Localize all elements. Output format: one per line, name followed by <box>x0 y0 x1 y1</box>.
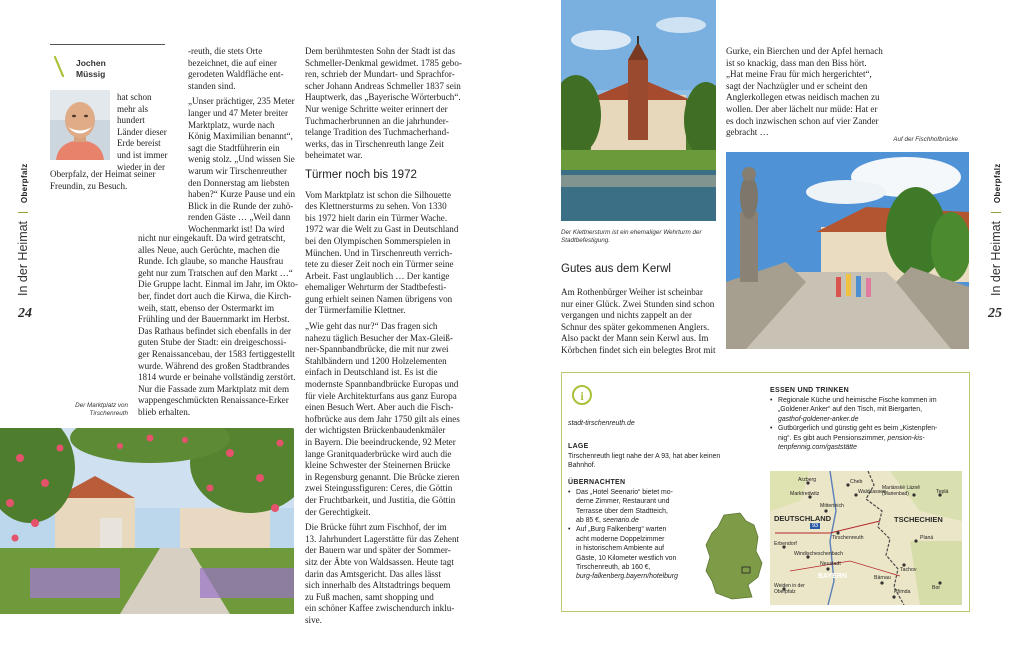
region-map <box>770 471 962 605</box>
info-hotel-1: • Das „Hotel Seenario“ bietet mo- derne Zimmer, Restaurant und Terrasse über dem Stadtteich, ab 85 €, seenario.de <box>568 488 686 526</box>
article-kerwl: Am Rothenbürger Weiher ist scheinbar nur einer Glück. Zwei Stunden sind schon vergangen und nichts zappelt an der Schnur des später gekommenen Anglers. Also packt der Mann sein Kerwl aus. Im Körbchen findet sich ein belegtes Brot mit <box>561 287 716 355</box>
section-tab-main: In der Heimat <box>989 220 1003 296</box>
info-hotel-2: • Auf „Burg Falkenberg“ warten acht moderne Doppelzimmer in historischem Ambiente auf Gäste, 10 Kilometer westlich von Tirschenreuth, ab 160 €, burg-falkenberg.bayern/hotelburg <box>568 525 698 581</box>
info-box <box>561 372 970 612</box>
hotel-1-link[interactable]: seenario.de <box>602 517 639 525</box>
map-place: Planá <box>920 535 934 541</box>
photo-klettnersturm <box>561 0 716 221</box>
caption-fischhofbruecke: Auf der Fischhofbrücke <box>893 136 958 143</box>
section-tab-divider <box>991 212 1001 213</box>
article-col1-wide: nicht nur eingekauft. Da wird getratscht, alles Neue, auch Gerüchte, machen die Runde. Ich glaube, so manche Hausfrau geht nur zum Tratschen auf den Markt …“ Die Gruppe lacht. Einmal im Jahr, im Okto- ber, findet dort auch die Kirwa, die Kirch- weih, statt, ebenso der Ostermarkt im Frühling und der Bauernmarkt im Herbst. Das Rathaus befindet sich ebenfalls in der guten Stube der Stadt: ein dreigeschossi- ger Renaissancebau, der 1583 fertiggestellt wurde. Während des großen Stadtbrandes 1814 wurde er beinahe vollständig zerstört. Nur die Fassade zum Marktplatz mit dem wappengeschmückten Renaissance-Erker blieb erhalten. <box>138 233 299 417</box>
info-lage-heading: LAGE <box>568 443 589 450</box>
essen-1-link[interactable]: gasthof-goldener-anker.de <box>778 415 859 423</box>
section-tab-right <box>987 163 1005 296</box>
info-lage-text: Tirschenreuth liegt nahe der A 93, hat aber keinen Bahnhof. <box>568 453 721 470</box>
heading-tuermer: Türmer noch bis 1972 <box>305 168 417 181</box>
caption-klettnersturm: Der Klettnersturm ist ein ehemaliger Wehrturm der Stadtbefestigung. <box>561 229 702 245</box>
map-place: Teplá <box>936 489 949 495</box>
map-place: Waldsassen <box>858 489 887 495</box>
map-place: Tirschenreuth <box>832 535 864 541</box>
info-essen-1: • Regionale Küche und heimische Fische kommen im „Goldener Anker“ auf den Tisch, mit Biergarten, gasthof-goldener-anker.de <box>770 396 965 424</box>
section-tab-left <box>14 163 32 296</box>
page-number-left: 24 <box>18 306 32 321</box>
info-essen-heading: ESSEN UND TRINKEN <box>770 387 849 394</box>
map-place: Bärnau <box>874 575 891 581</box>
map-place: Mariánské Lázně (Marienbad) <box>882 485 921 497</box>
germany-locator-map <box>702 511 768 601</box>
map-label-by: BAYERN <box>818 573 847 580</box>
map-place: Weiden in der Oberpfalz <box>774 583 805 595</box>
page-number-right: 25 <box>988 306 1002 321</box>
map-place: Windischeschenbach <box>794 551 844 557</box>
info-website[interactable]: stadt-tirschenreuth.de <box>568 420 635 427</box>
map-place: Arzberg <box>798 477 817 483</box>
map-highway-sign: 93 <box>812 523 819 529</box>
photo-marktplatz <box>0 428 294 614</box>
map-place: Marktredwitz <box>790 491 820 497</box>
photo-fischhofbruecke <box>726 152 969 349</box>
map-place: Mitterteich <box>820 503 844 509</box>
map-place: Neustadt <box>820 561 841 567</box>
caption-marktplatz: Der Marktplatz von Tirschenreuth <box>75 402 128 418</box>
pencil-icon <box>52 56 66 78</box>
hotel-2-link[interactable]: burg-falkenberg.bayern/hotelburg <box>576 573 678 581</box>
info-uebernachten-heading: ÜBERNACHTEN <box>568 478 626 486</box>
section-tab-divider <box>18 212 28 213</box>
map-label-de: DEUTSCHLAND <box>774 514 832 523</box>
article-col3-top: Gurke, ein Bierchen und der Apfel hernach ist so knackig, dass man den Biss hört. „Hat meine Frau für mich hergerichtet“, sagt der Nachzügler und er scheint den Anglerkollegen etwas neidisch machen zu wollen. Der aber lächelt nur müde: Hat er es doch inzwischen schon auf vier Zander gebracht … <box>726 46 883 138</box>
author-bio: hat schon mehr als hundert Länder dieser Erde bereist und ist immer wieder in der <box>117 92 168 172</box>
section-tab-sub: Oberpfalz <box>20 163 29 204</box>
author-name: Jochen Müssig <box>76 58 106 79</box>
article-col2: Dem berühmtesten Sohn der Stadt ist das Schmeller-Denkmal gewidmet. 1785 gebo- ren, schrieb der Mundart- und Sprachfor- scher Johann Andreas Schmeller 1837 sein Hauptwerk, das „Bayerische Wörterbuch“. Nur wenige Schritte weiter erinnert der Tuchmacherbrunnen an die jahrhunder- telange Tradition des Tuchmacherhand- werks, das in Tirschenreuth lange Zeit beheimatet war. Türmer noch bis 1972 Vom Marktplatz ist schon die Silhouette des Klettnersturms zu sehen. Von 1330 bis 1972 hielt darin ein Türmer Wache. 1972 war die Welt zu Gast in Deutschland bei den Olympischen Sommerspielen in München. Und in Tirschenreuth verrich- tete zu dieser Zeit noch ein Türmer seine Arbeit. Fast unglaublich … Der kantige ehemaliger Wehrturm der Stadtbefesti- gung erhielt seinen Namen übrigens von der Türmerfamilie Klettner. „Wie geht das nur?“ Das fragen sich nahezu täglich Besucher der Max-Gleiß- ner-Spannbandbrücke, die mit nur zwei Stahlbändern und 1200 Holzelementen einfach in Deutschland ist. Es ist die modernste Spannbandbrücke Europas und für viele Architekturfans aus ganz Europa einen Besuch Wert. Aber auch die Fisch- hofbrücke aus dem Jahr 1750 gilt als eines der wichtigsten Brückenbaudenkmäler in Bayern. Die beeindruckende, 92 Meter lange Granitquaderbrücke wird auch die kleine Schwester der Steinernen Brücke in Regensburg genannt. Die Brücke zieren zwei Steingussfiguren: Ceres, die Göttin der Fruchtbarkeit, und Justitia, die Göttin der Gerechtigkeit. Die Brücke führt zum Fischhof, der im 13. Jahrhundert Lagerstätte für das Zehent der Bauern war und später der Sommer- sitz der Äbte von Waldsassen. Heute tagt darin das Amtsgericht. Das alles lässt sich innerhalb des Altstadtrings bequem zu Fuß machen, samt shopping und ein schöner Kaffee zwischendurch inklu- sive. <box>305 46 462 625</box>
essen-2-link-a[interactable]: pension-kis- <box>887 434 925 442</box>
info-essen-2: • Gutbürgerlich und günstig geht es beim „Kistenpfen- nig“. Es gibt auch Pensionszimmer, pension-kis- tenpfennig.com/gaststätte <box>770 424 965 452</box>
map-place: Erbendorf <box>774 541 797 547</box>
map-place: Tachov <box>900 567 917 573</box>
article-col1-top: -reuth, die stets Orte bezeichnet, die auf einer gerodeten Waldfläche ent- standen sind. „Unser prächtiger, 235 Meter langer und 47 Meter breiter Marktplatz, wurde nach König Maximilian benannt“, sagt die Stadtführerin ein wenig stolz. „Und wissen Sie warum wir Tirschenreuther den Donnerstag am liebsten haben?“ Kurze Pause und ein Blick in die Runde der zuhö- renden Gäste … „Weil dann Wochenmarkt ist! Da wird <box>188 46 296 234</box>
map-label-cz: TSCHECHIEN <box>894 515 943 524</box>
map-place: Přimda <box>894 589 911 595</box>
info-icon: i <box>572 385 592 405</box>
author-portrait <box>50 90 110 160</box>
map-place: Cheb <box>850 479 863 485</box>
map-place: Bor <box>932 585 941 591</box>
essen-2-link-b[interactable]: tenpfennig.com/gaststätte <box>778 444 857 452</box>
section-tab-main: In der Heimat <box>16 220 30 296</box>
section-tab-sub: Oberpfalz <box>993 163 1002 204</box>
author-rule <box>50 44 165 45</box>
heading-kerwl: Gutes aus dem Kerwl <box>561 263 671 275</box>
author-bio-tail: Oberpfalz, der Heimat seiner Freundin, zu Besuch. <box>50 169 156 191</box>
